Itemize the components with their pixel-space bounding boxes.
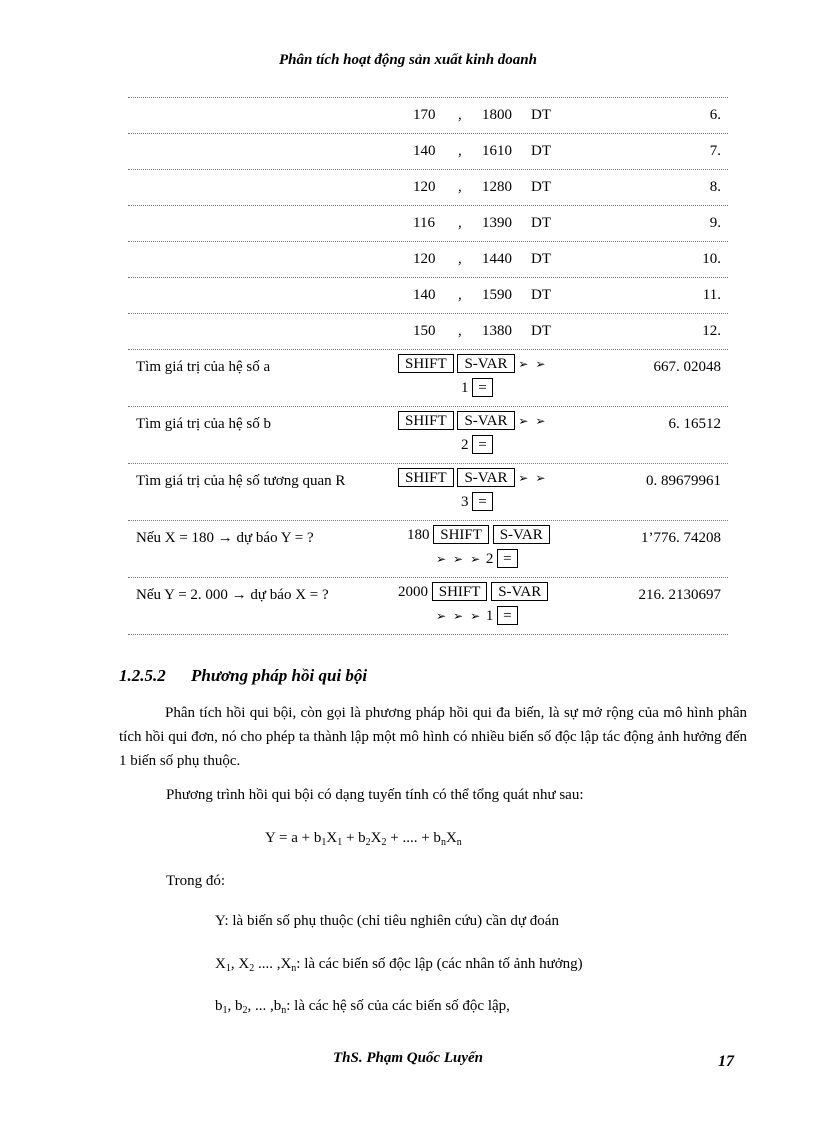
selection-number: 2 <box>461 437 469 453</box>
paragraph-equation-intro: Phương trình hồi qui bội có dạng tuyến tính có thể tổng quát như sau: <box>166 787 584 803</box>
key-sequence <box>407 525 550 545</box>
page-footer: ThS. Phạm Quốc Luyến <box>332 1050 483 1066</box>
x-value: 120 <box>413 251 436 267</box>
table-row <box>128 205 728 241</box>
x-value: 120 <box>413 179 436 195</box>
formula-sub: 2 <box>381 837 387 848</box>
calculator-steps-table <box>128 97 728 635</box>
separator: , <box>458 215 462 231</box>
op-result: 216. 2130697 <box>638 587 721 603</box>
op-description: Tìm giá trị của hệ số a <box>136 359 271 375</box>
x-value: 140 <box>413 287 436 303</box>
formula-sub: 1 <box>321 837 327 848</box>
separator: , <box>458 251 462 267</box>
definition-y: Y: là biến số phụ thuộc (chỉ tiêu nghiên cứu) cần dự đoán <box>215 913 559 929</box>
y-value: 1610 <box>482 143 512 159</box>
key-sequence <box>398 354 547 374</box>
op-description: Nếu X = 180 → dự báo Y = ? <box>136 530 314 546</box>
separator: , <box>458 107 462 123</box>
table-row <box>128 97 728 133</box>
equals-key: = <box>497 549 517 568</box>
definition-x: $X_1$, $X_2$ .... $,X_n$: là các biến số độc lập (các nhân tố ảnh hưởng) <box>215 956 583 974</box>
op-row-coef-r <box>128 463 728 520</box>
shift-key: SHIFT <box>432 582 488 601</box>
formula-part: X <box>445 830 457 846</box>
formula-sub: 1 <box>337 837 343 848</box>
section-heading <box>119 666 367 686</box>
op-result: 1’776. 74208 <box>641 530 721 546</box>
key-sequence <box>398 582 548 602</box>
separator: , <box>458 323 462 339</box>
equals-key: = <box>497 606 517 625</box>
arrow-right-icon: ➢ ➢ <box>518 357 548 371</box>
row-index: 6. <box>709 107 721 123</box>
y-value: 1800 <box>482 107 512 123</box>
y-value: 1390 <box>482 215 512 231</box>
svar-key: S-VAR <box>457 468 514 487</box>
key-sequence-line2 <box>461 435 493 455</box>
op-result: 6. 16512 <box>668 416 721 432</box>
key-sequence <box>398 411 547 431</box>
dt-key: DT <box>531 215 551 231</box>
section-number: 1.2.5.2 <box>119 666 166 685</box>
x-value: 140 <box>413 143 436 159</box>
equals-key: = <box>472 378 492 397</box>
arrow-right-icon: ➢ ➢ <box>518 414 548 428</box>
key-sequence-line2 <box>461 492 493 512</box>
key-sequence <box>398 468 547 488</box>
row-index: 11. <box>702 287 721 303</box>
dt-key: DT <box>531 323 551 339</box>
dt-key: DT <box>531 251 551 267</box>
shift-key: SHIFT <box>433 525 489 544</box>
definition-x-text: : là các biến số độc lập (các nhân tố ảnh hưởng) <box>296 956 583 972</box>
y-value: 1590 <box>482 287 512 303</box>
definition-b-text: : là các hệ số của các biến số độc lập, <box>286 998 510 1014</box>
arrow-right-icon: ➢ ➢ ➢ <box>436 552 483 566</box>
arrow-right-icon: ➢ ➢ ➢ <box>436 609 483 623</box>
x-value: 116 <box>413 215 435 231</box>
svar-key: S-VAR <box>491 582 548 601</box>
table-row <box>128 133 728 169</box>
shift-key: SHIFT <box>398 354 454 373</box>
op-result: 0. 89679961 <box>646 473 721 489</box>
dt-key: DT <box>531 179 551 195</box>
table-row <box>128 313 728 349</box>
svar-key: S-VAR <box>457 411 514 430</box>
row-index: 12. <box>702 323 721 339</box>
formula-part: + .... + b <box>386 830 441 846</box>
row-index: 10. <box>702 251 721 267</box>
table-row <box>128 277 728 313</box>
formula-part: X <box>326 830 338 846</box>
shift-key: SHIFT <box>398 468 454 487</box>
separator: , <box>458 287 462 303</box>
paragraph-intro: Phân tích hồi qui bội, còn gọi là phương pháp hồi qui đa biến, là sự mở rộng của mô hình phân tích hồi qui đơn, nó cho phép ta thành lập một mô hình có nhiều biến số độc lập tác động ảnh hưởng đến 1 biến số phụ thuộc. <box>119 705 747 769</box>
op-row-forecast-x <box>128 577 728 635</box>
input-value: 2000 <box>398 584 428 600</box>
regression-formula <box>265 830 462 847</box>
selection-number: 1 <box>485 608 494 624</box>
key-sequence-line2 <box>436 606 518 626</box>
x-value: 150 <box>413 323 436 339</box>
row-index: 8. <box>709 179 721 195</box>
arrow-right-icon: ➢ ➢ <box>518 471 548 485</box>
dt-key: DT <box>531 287 551 303</box>
row-index: 9. <box>709 215 721 231</box>
formula-sub: n <box>456 837 462 848</box>
svar-key: S-VAR <box>493 525 550 544</box>
table-row <box>128 241 728 277</box>
formula-part: + b <box>342 830 366 846</box>
op-description: Tìm giá trị của hệ số tương quan R <box>136 473 346 489</box>
y-value: 1380 <box>482 323 512 339</box>
formula-part: X <box>370 830 382 846</box>
y-value: 1280 <box>482 179 512 195</box>
separator: , <box>458 143 462 159</box>
input-value: 180 <box>407 527 430 543</box>
svar-key: S-VAR <box>457 354 514 373</box>
section-title: Phương pháp hồi qui bội <box>191 666 368 685</box>
x-value: 170 <box>413 107 436 123</box>
selection-number: 2 <box>485 551 494 567</box>
selection-number: 1 <box>461 380 469 396</box>
selection-number: 3 <box>461 494 469 510</box>
where-label: Trong đó: <box>166 873 226 889</box>
op-result: 667. 02048 <box>653 359 721 375</box>
y-value: 1440 <box>482 251 512 267</box>
dt-key: DT <box>531 143 551 159</box>
op-row-coef-b <box>128 406 728 463</box>
op-description: Tìm giá trị của hệ số b <box>136 416 271 432</box>
key-sequence-line2 <box>461 378 493 398</box>
op-description: Nếu Y = 2. 000 → dự báo X = ? <box>136 587 329 603</box>
shift-key: SHIFT <box>398 411 454 430</box>
row-index: 7. <box>709 143 721 159</box>
formula-part: Y = a + b <box>265 830 322 846</box>
equals-key: = <box>472 492 492 511</box>
op-row-forecast-y <box>128 520 728 577</box>
definition-b: $b_1$, $b_2$, ... $,b_n$: là các hệ số của các biến số độc lập, <box>215 998 510 1016</box>
key-sequence-line2 <box>436 549 518 569</box>
separator: , <box>458 179 462 195</box>
dt-key: DT <box>531 107 551 123</box>
formula-sub: n <box>440 837 446 848</box>
op-row-coef-a <box>128 349 728 406</box>
table-row <box>128 169 728 205</box>
page-number: 17 <box>718 1053 734 1070</box>
equals-key: = <box>472 435 492 454</box>
formula-sub: 2 <box>365 837 371 848</box>
page-header: Phân tích hoạt động sản xuất kinh doanh <box>278 52 537 68</box>
